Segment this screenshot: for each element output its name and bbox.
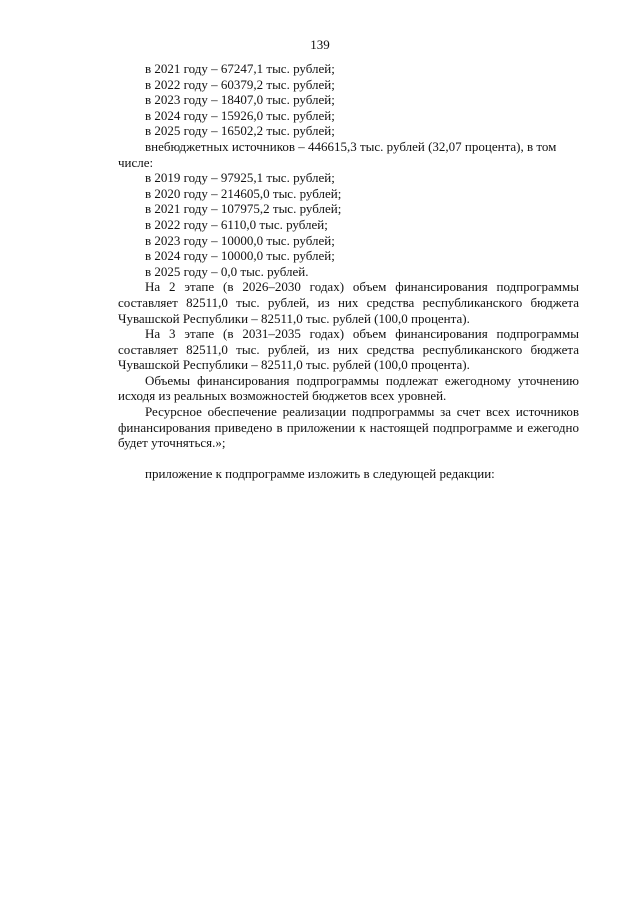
list-item: в 2023 году – 10000,0 тыс. рублей;	[145, 232, 335, 248]
appendix-instruction: приложение к подпрограмме изложить в следующей редакции:	[145, 466, 495, 482]
list-item: в 2025 году – 16502,2 тыс. рублей;	[145, 123, 335, 139]
paragraph-stage-3: На 3 этапе (в 2031–2035 годах) объем финансирования подпрограммы составляет 82511,0 тыс. рублей, из них средства республиканского бюджета Чувашской Республики – 82511,0 тыс. рублей (100,0 процента).	[118, 326, 579, 373]
document-body	[118, 61, 579, 482]
blank-line	[118, 451, 579, 467]
list-item: в 2020 году – 214605,0 тыс. рублей;	[145, 185, 342, 201]
list-item: в 2022 году – 6110,0 тыс. рублей;	[145, 216, 328, 232]
list-item: в 2024 году – 10000,0 тыс. рублей;	[145, 248, 335, 264]
list-item: в 2023 году – 18407,0 тыс. рублей;	[145, 92, 335, 108]
list-item: в 2025 году – 0,0 тыс. рублей.	[145, 263, 309, 279]
list-item: в 2021 году – 67247,1 тыс. рублей;	[145, 61, 335, 76]
list-item: в 2019 году – 97925,1 тыс. рублей;	[145, 170, 335, 186]
extra-budget-line: внебюджетных источников – 446615,3 тыс. рублей (32,07 процента), в том	[145, 138, 557, 154]
paragraph-stage-2: На 2 этапе (в 2026–2030 годах) объем финансирования подпрограммы составляет 82511,0 тыс. рублей, из них средства республиканского бюджета Чувашской Республики – 82511,0 тыс. рублей (100,0 процента).	[118, 279, 579, 326]
page-number: 139	[310, 37, 330, 52]
extra-budget-line-continued: числе:	[118, 154, 154, 170]
paragraph-resource-provision: Ресурсное обеспечение реализации подпрограммы за счет всех источников финансирования приведено в приложении к настоящей подпрограмме и ежегодно будет уточняться.»;	[118, 404, 579, 451]
paragraph-funding-volumes: Объемы финансирования подпрограммы подлежат ежегодному уточнению исходя из реальных возможностей бюджетов всех уровней.	[118, 372, 579, 404]
list-item: в 2024 году – 15926,0 тыс. рублей;	[145, 107, 335, 123]
list-item: в 2022 году – 60379,2 тыс. рублей;	[145, 76, 335, 92]
list-item: в 2021 году – 107975,2 тыс. рублей;	[145, 201, 342, 217]
